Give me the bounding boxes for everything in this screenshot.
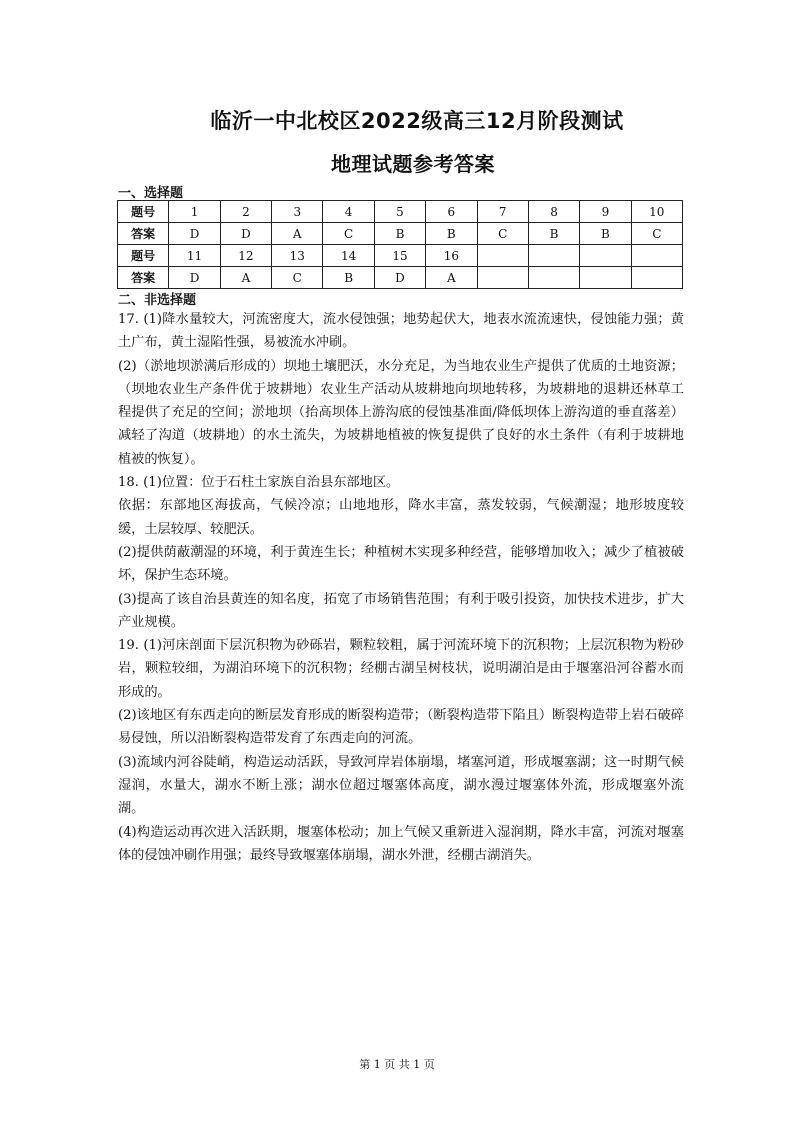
table-cell: A [272, 223, 323, 245]
table-cell [528, 245, 579, 267]
row-label: 答案 [118, 267, 169, 289]
table-cell: C [272, 267, 323, 289]
table-row [118, 267, 683, 289]
page-footer: 第 1 页 共 1 页 [359, 1058, 435, 1071]
answer-paragraph: 19. (1)河床剖面下层沉积物为砂砾岩，颗粒较粗，属于河流环境下的沉积物；上层沉积物为粉砂岩，颗粒较细，为湖泊环境下的沉积物；经棚古湖呈树枝状，说明湖泊是由于堰塞沿河谷蓄水而形成的。 [118, 638, 684, 700]
row-label: 题号 [118, 245, 169, 267]
answer-paragraph: (3)提高了该自治县黄连的知名度，拓宽了市场销售范围；有利于吸引投资，加快技术进步，扩大产业规模。 [118, 591, 684, 630]
table-cell: 15 [374, 245, 425, 267]
answer-paragraph: 依据：东部地区海拔高，气候冷凉；山地地形，降水丰富，蒸发较弱，气候潮湿；地形坡度较缓，土层较厚、较肥沃。 [118, 498, 684, 537]
table-cell [631, 267, 682, 289]
table-cell: 16 [426, 245, 477, 267]
table-row [118, 201, 683, 223]
table-cell: 9 [580, 201, 631, 223]
table-cell: 12 [220, 245, 271, 267]
section-heading-choice: 一、选择题 [118, 186, 184, 201]
table-row [118, 223, 683, 245]
table-cell: 2 [220, 201, 271, 223]
table-cell: 13 [272, 245, 323, 267]
table-cell: A [220, 267, 271, 289]
table-cell: B [426, 223, 477, 245]
answer-paragraph: (2)（淤地坝淤满后形成的）坝地土壤肥沃，水分充足，为当地农业生产提供了优质的土地资源；（坝地农业生产条件优于坡耕地）农业生产活动从坡耕地向坝地转移，为坡耕地的退耕还林草工程提供了充足的空间；淤地坝（抬高坝体上游沟底的侵蚀基准面/降低坝体上游沟道的垂直落差）减轻了沟道（坡耕地）的水土流失，为坡耕地植被的恢复提供了良好的水土条件（有利于坡耕地植被的恢复）。 [118, 358, 684, 467]
answer-table [117, 200, 683, 289]
answer-paragraph: 18. (1)位置：位于石柱土家族自治县东部地区。 [118, 475, 400, 491]
document-title: 临沂一中北校区2022级高三12月阶段测试 [210, 109, 624, 133]
table-cell: 8 [528, 201, 579, 223]
table-cell: C [323, 223, 374, 245]
table-cell: D [169, 267, 220, 289]
table-cell: 5 [374, 201, 425, 223]
table-cell: B [580, 223, 631, 245]
table-cell: C [477, 223, 528, 245]
table-cell [528, 267, 579, 289]
answer-paragraph: (2)提供荫蔽潮湿的环境，利于黄连生长；种植树木实现多种经营，能够增加收入；减少了植被破坏，保护生态环境。 [118, 544, 684, 584]
answer-paragraph: (2)该地区有东西走向的断层发育形成的断裂构造带；（断裂构造带下陷且）断裂构造带上岩石破碎易侵蚀，所以沿断裂构造带发育了东西走向的河流。 [118, 708, 684, 747]
table-cell [631, 245, 682, 267]
table-cell: B [323, 267, 374, 289]
table-cell: D [169, 223, 220, 245]
table-cell: 11 [169, 245, 220, 267]
table-cell: 1 [169, 201, 220, 223]
table-cell [477, 267, 528, 289]
table-cell: B [374, 223, 425, 245]
row-label: 题号 [118, 201, 169, 223]
table-cell: 4 [323, 201, 374, 223]
table-cell [580, 267, 631, 289]
table-cell [580, 245, 631, 267]
document-subtitle: 地理试题参考答案 [331, 152, 495, 176]
table-cell: D [220, 223, 271, 245]
row-label: 答案 [118, 223, 169, 245]
table-cell [477, 245, 528, 267]
answer-body [118, 308, 684, 867]
section-heading-nonchoice: 二、非选择题 [118, 293, 197, 308]
table-cell: 7 [477, 201, 528, 223]
table-cell: 14 [323, 245, 374, 267]
table-cell: 10 [631, 201, 682, 223]
answer-paragraph: (4)构造运动再次进入活跃期，堰塞体松动；加上气候又重新进入湿润期，降水丰富，河流对堰塞体的侵蚀冲刷作用强；最终导致堰塞体崩塌，湖水外泄，经棚古湖消失。 [118, 824, 684, 863]
table-row [118, 245, 683, 267]
table-cell: D [374, 267, 425, 289]
table-cell: 6 [426, 201, 477, 223]
answer-paragraph: (3)流域内河谷陡峭，构造运动活跃，导致河岸岩体崩塌，堵塞河道，形成堰塞湖；这一时期气候湿润，水量大，湖水不断上涨；湖水位超过堰塞体高度，湖水漫过堰塞体外流，形成堰塞外流湖。 [118, 754, 684, 817]
table-cell: A [426, 267, 477, 289]
table-cell: 3 [272, 201, 323, 223]
table-cell: C [631, 223, 682, 245]
table-cell: B [528, 223, 579, 245]
answer-paragraph: 17. (1)降水量较大，河流密度大，流水侵蚀强；地势起伏大，地表水流流速快，侵蚀能力强；黄土广布，黄土湿陷性强，易被流水冲刷。 [118, 312, 684, 351]
